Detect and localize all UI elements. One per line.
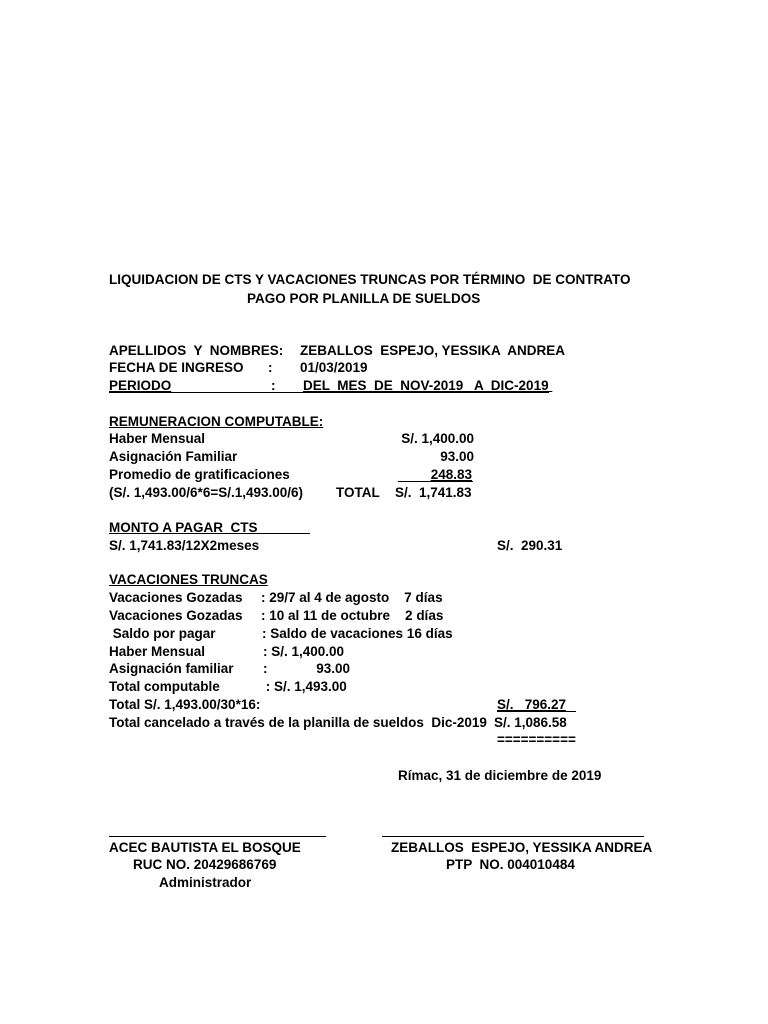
remuneracion-total-value: S/. 1,741.83	[395, 485, 472, 500]
vac-total-formula: Total S/. 1,493.00/30*16:	[109, 697, 261, 712]
vac-row-value: : 29/7 al 4 de agosto 7 días	[261, 590, 443, 605]
asignacion-label: Asignación Familiar	[109, 449, 238, 464]
signature-line-left	[109, 836, 326, 837]
name-value: ZEBALLOS ESPEJO, YESSIKA ANDREA	[300, 343, 566, 358]
vac-total-value: S/. 796.27	[497, 697, 567, 712]
signatory-right-ptp: PTP NO. 004010484	[446, 857, 575, 872]
period-value: DEL MES DE NOV-2019 A DIC-2019	[303, 378, 553, 393]
signature-line-right	[382, 836, 644, 837]
vac-row-label: Saldo por pagar	[109, 626, 216, 641]
promedio-underline	[398, 481, 473, 482]
cts-formula: S/. 1,741.83/12X2meses	[109, 538, 260, 553]
vac-row-label: Vacaciones Gozadas	[109, 590, 243, 605]
document-title: LIQUIDACION DE CTS Y VACACIONES TRUNCAS POR TÉRMINO DE CONTRATO	[109, 272, 631, 287]
remuneracion-total-label: TOTAL	[336, 485, 380, 500]
vacaciones-heading: VACACIONES TRUNCAS	[109, 572, 268, 587]
date-separator: :	[268, 360, 273, 375]
vac-cancel-label: Total cancelado a través de la planilla de sueldos Dic-2019	[109, 715, 487, 730]
date-label: FECHA DE INGRESO	[109, 360, 244, 375]
signatory-left-ruc: RUC NO. 20429686769	[133, 857, 277, 872]
vac-row-value: : Saldo de vacaciones 16 días	[262, 626, 453, 641]
haber-value: S/. 1,400.00	[401, 431, 474, 446]
vac-row-label: Total computable	[109, 679, 220, 694]
cts-heading-underline	[109, 533, 310, 534]
vac-row-value: : 93.00	[263, 661, 351, 676]
vac-cancel-value: S/. 1,086.58	[494, 715, 567, 730]
vac-row-value: : 10 al 11 de octubre 2 días	[261, 608, 444, 623]
document-subtitle: PAGO POR PLANILLA DE SUELDOS	[247, 291, 481, 306]
asignacion-value: 93.00	[440, 449, 474, 464]
haber-label: Haber Mensual	[109, 431, 206, 446]
vac-row-value: : S/. 1,400.00	[263, 644, 345, 659]
remuneracion-heading: REMUNERACION COMPUTABLE:	[109, 414, 324, 429]
cts-value: S/. 290.31	[497, 538, 563, 553]
signatory-left-role: Administrador	[159, 875, 252, 890]
vac-total-underline	[497, 711, 576, 712]
vac-row-value: : S/. 1,493.00	[262, 679, 347, 694]
period-separator: :	[271, 378, 276, 393]
period-underline	[109, 392, 549, 393]
vac-row-label: Vacaciones Gozadas	[109, 608, 243, 623]
vac-row-label: Asignación familiar	[109, 661, 234, 676]
place-date: Rímac, 31 de diciembre de 2019	[398, 768, 602, 783]
promedio-label: Promedio de gratificaciones	[109, 467, 290, 482]
name-label: APELLIDOS Y NOMBRES:	[109, 343, 284, 358]
vac-row-label: Haber Mensual	[109, 644, 206, 659]
cts-heading: MONTO A PAGAR CTS	[109, 520, 258, 535]
remuneracion-formula: (S/. 1,493.00/6*6=S/.1,493.00/6)	[109, 485, 304, 500]
vac-equals: ==========	[497, 732, 576, 747]
date-value: 01/03/2019	[300, 360, 368, 375]
period-label-text: PERIODO	[109, 378, 172, 393]
signatory-left-name: ACEC BAUTISTA EL BOSQUE	[109, 840, 301, 855]
promedio-value: 248.83	[430, 467, 472, 482]
signatory-right-name: ZEBALLOS ESPEJO, YESSIKA ANDREA	[391, 840, 653, 855]
